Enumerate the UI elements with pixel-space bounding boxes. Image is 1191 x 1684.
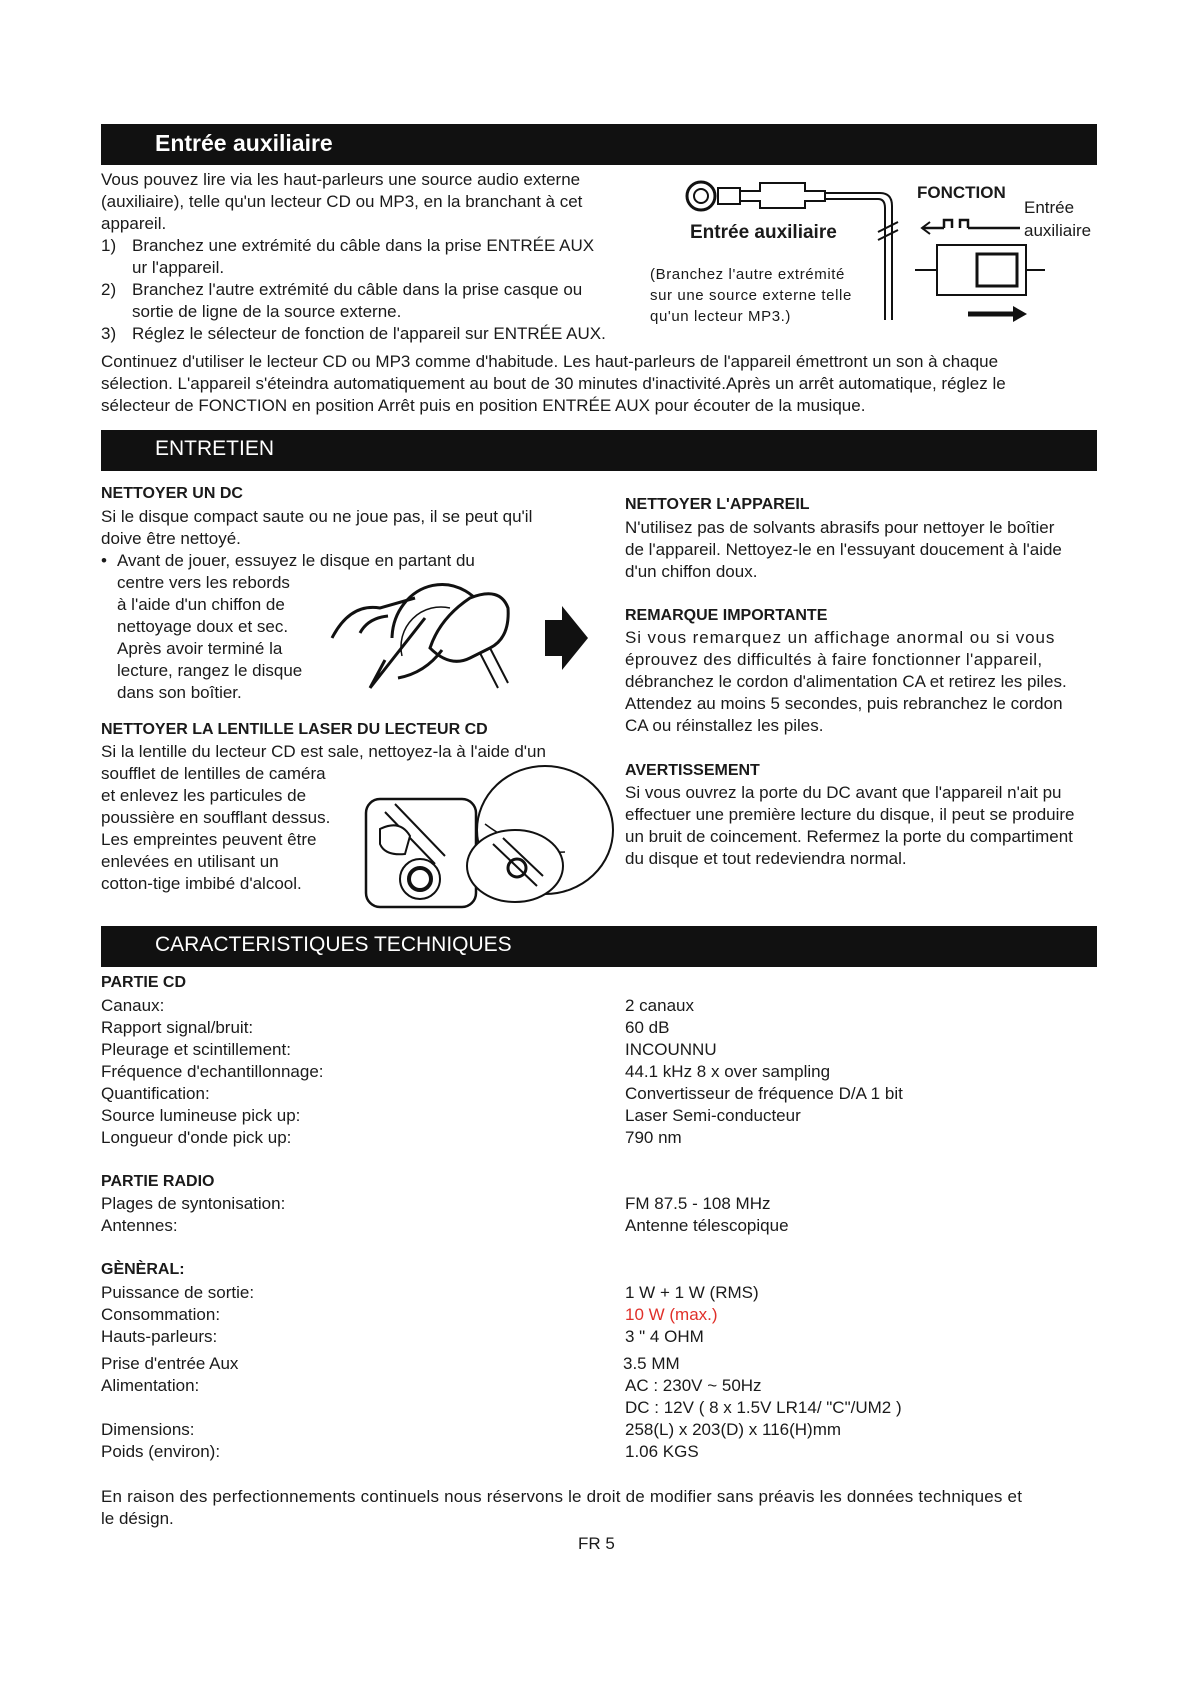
text-line: Les empreintes peuvent être [101, 830, 317, 849]
spec-value: 2 canaux [625, 996, 694, 1015]
section-bar-entretien [101, 430, 1097, 471]
text-line: Si le disque compact saute ou ne joue pas, il se peut qu'il [101, 507, 533, 526]
text-line: de l'appareil. Nettoyez-le en l'essuyant doucement à l'aide [625, 540, 1062, 559]
step-text: Réglez le sélecteur de fonction de l'appareil sur ENTRÉE AUX. [132, 324, 606, 343]
text-line: Si la lentille du lecteur CD est sale, nettoyez-la à l'aide d'un [101, 742, 546, 761]
note-line: qu'un lecteur MP3.) [650, 308, 791, 325]
spec-value: 790 nm [625, 1128, 682, 1147]
continue-line: sélection. L'appareil s'éteindra automatiquement au bout de 30 minutes d'inactivité.Après un arrêt automatique, réglez le [101, 374, 1006, 393]
disc-wiping-illustration [330, 578, 595, 698]
aux-steps [101, 235, 606, 345]
section-title-aux: Entrée auxiliaire [155, 130, 333, 156]
text-line: débranchez le cordon d'alimentation CA et retirez les piles. [625, 672, 1067, 691]
spec-label: Longueur d'onde pick up: [101, 1128, 292, 1147]
avertissement-text [625, 782, 1075, 870]
footnote-line: En raison des perfectionnements continuels nous réservons le droit de modifier sans préavis les données techniques et [101, 1487, 1023, 1506]
spec-label: Quantification: [101, 1084, 210, 1103]
aux-intro-line: Vous pouvez lire via les haut-parleurs une source audio externe [101, 170, 581, 189]
cd-cleaning-text [101, 506, 532, 550]
spec-value: 3.5 MM [623, 1354, 680, 1373]
spec-value: Convertisseur de fréquence D/A 1 bit [625, 1084, 903, 1103]
step-text: sortie de ligne de la source externe. [132, 302, 402, 321]
spec-label: Consommation: [101, 1305, 221, 1324]
spec-value: 1.06 KGS [625, 1442, 699, 1461]
text-line: nettoyage doux et sec. [117, 617, 289, 636]
text-line: éprouvez des difficultés à faire fonctionner l'appareil, [625, 650, 1043, 669]
entree-line: auxiliaire [1024, 221, 1092, 240]
aux-intro [101, 169, 582, 235]
text-line: du disque et tout redeviendra normal. [625, 849, 907, 868]
spec-label: Source lumineuse pick up: [101, 1106, 301, 1125]
spec-value: INCOUNNU [625, 1040, 717, 1059]
remarque-text [625, 627, 1067, 737]
step-text: Branchez l'autre extrémité du câble dans la prise casque ou [132, 280, 583, 299]
bullet-mark: • [101, 551, 107, 570]
spec-label: Alimentation: [101, 1376, 200, 1395]
text-line: effectuer une première lecture du disque, il peut se produire [625, 805, 1075, 824]
spec-value: FM 87.5 - 108 MHz [625, 1194, 771, 1213]
spec-value: 3 " 4 OHM [625, 1327, 704, 1346]
text-line: poussière en soufflant dessus. [101, 808, 331, 827]
aux-intro-line: (auxiliaire), telle qu'un lecteur CD ou MP3, en la branchant à cet [101, 192, 583, 211]
general-spec-heading: GÈNÈRAL: [101, 1261, 185, 1278]
text-line: CA ou réinstallez les piles. [625, 716, 824, 735]
spec-value: DC : 12V ( 8 x 1.5V LR14/ "C"/UM2 ) [625, 1398, 902, 1417]
section-bar-aux [101, 124, 1097, 165]
page-number: FR 5 [578, 1534, 615, 1553]
note-line: sur une source externe telle [650, 287, 852, 304]
spec-label: Pleurage et scintillement: [101, 1040, 291, 1059]
spec-value: 258(L) x 203(D) x 116(H)mm [625, 1420, 842, 1439]
spec-label: Canaux: [101, 996, 165, 1015]
aux-continue [101, 351, 1006, 417]
text-line: centre vers les rebords [117, 573, 290, 592]
spec-label: Prise d'entrée Aux [101, 1354, 239, 1373]
spec-label: Rapport signal/bruit: [101, 1018, 254, 1037]
text-line: doive être nettoyé. [101, 529, 241, 548]
spec-value: 60 dB [625, 1018, 670, 1037]
cd-spec-heading: PARTIE CD [101, 974, 187, 991]
note-line: (Branchez l'autre extrémité [650, 266, 845, 283]
footnote-line: le désign. [101, 1509, 174, 1528]
continue-line: Continuez d'utiliser le lecteur CD ou MP3 comme d'habitude. Les haut-parleurs de l'appareil émettront un son à chaque [101, 352, 999, 371]
continue-line: sélecteur de FONCTION en position Arrêt puis en position ENTRÉE AUX pour écouter de la musique. [101, 396, 866, 415]
section-title-specs: CARACTERISTIQUES TECHNIQUES [155, 933, 512, 956]
spec-value: Antenne télescopique [625, 1216, 789, 1235]
text-line: Après avoir terminé la [117, 639, 283, 658]
fonction-label: FONCTION [917, 183, 1006, 202]
step-number: 1) [101, 236, 117, 255]
spec-value: 44.1 kHz 8 x over sampling [625, 1062, 831, 1081]
aux-intro-line: appareil. [101, 214, 167, 233]
section-title-entretien: ENTRETIEN [155, 437, 275, 460]
text-line: soufflet de lentilles de caméra [101, 764, 326, 783]
step-text: ur l'appareil. [132, 258, 225, 277]
text-line: dans son boîtier. [117, 683, 242, 702]
aux-step [101, 279, 606, 323]
aux-jack-label: Entrée auxiliaire [690, 222, 837, 243]
aux-step [101, 323, 606, 345]
spec-value: Laser Semi-conducteur [625, 1106, 801, 1125]
specs-footnote [101, 1486, 1022, 1530]
aux-step [101, 235, 606, 279]
remarque-heading: REMARQUE IMPORTANTE [625, 607, 828, 624]
radio-spec-heading: PARTIE RADIO [101, 1173, 215, 1190]
avertissement-heading: AVERTISSEMENT [625, 762, 760, 779]
spec-value: AC : 230V ~ 50Hz [625, 1376, 762, 1395]
aux-diagram-note [650, 264, 852, 327]
cd-cleaning-heading: NETTOYER UN DC [101, 485, 243, 502]
spec-label: Poids (environ): [101, 1442, 221, 1461]
entree-line: Entrée [1024, 198, 1075, 217]
spec-value: 1 W + 1 W (RMS) [625, 1283, 759, 1302]
text-line: un bruit de coincement. Refermez la porte du compartiment [625, 827, 1073, 846]
text-line: lecture, rangez le disque [117, 661, 303, 680]
spec-label: Fréquence d'echantillonnage: [101, 1062, 324, 1081]
spec-label: Puissance de sortie: [101, 1283, 255, 1302]
lens-cleaning-illustration [365, 764, 615, 909]
device-cleaning-heading: NETTOYER L'APPAREIL [625, 496, 810, 513]
function-switch-diagram [910, 212, 1040, 332]
text-line: cotton-tige imbibé d'alcool. [101, 874, 302, 893]
step-number: 2) [101, 280, 117, 299]
text-line: Attendez au moins 5 secondes, puis rebranchez le cordon [625, 694, 1063, 713]
spec-label: Hauts-parleurs: [101, 1327, 218, 1346]
device-cleaning-text [625, 517, 1062, 583]
text-line: Si vous remarquez un affichage anormal ou si vous [625, 628, 1056, 647]
text-line: à l'aide d'un chiffon de [117, 595, 285, 614]
spec-value-highlight: 10 W (max.) [625, 1305, 718, 1324]
step-number: 3) [101, 324, 117, 343]
text-line: et enlevez les particules de [101, 786, 307, 805]
lens-cleaning-heading: NETTOYER LA LENTILLE LASER DU LECTEUR CD [101, 721, 488, 738]
text-line: enlevées en utilisant un [101, 852, 279, 871]
step-text: Branchez une extrémité du câble dans la prise ENTRÉE AUX [132, 236, 595, 255]
spec-label: Dimensions: [101, 1420, 195, 1439]
text-line: Si vous ouvrez la porte du DC avant que l'appareil n'ait pu [625, 783, 1062, 802]
spec-label: Antennes: [101, 1216, 178, 1235]
spec-label: Plages de syntonisation: [101, 1194, 286, 1213]
text-line: N'utilisez pas de solvants abrasifs pour nettoyer le boîtier [625, 518, 1055, 537]
section-bar-specs [101, 926, 1097, 967]
text-line: Avant de jouer, essuyez le disque en partant du [117, 551, 475, 570]
text-line: d'un chiffon doux. [625, 562, 758, 581]
